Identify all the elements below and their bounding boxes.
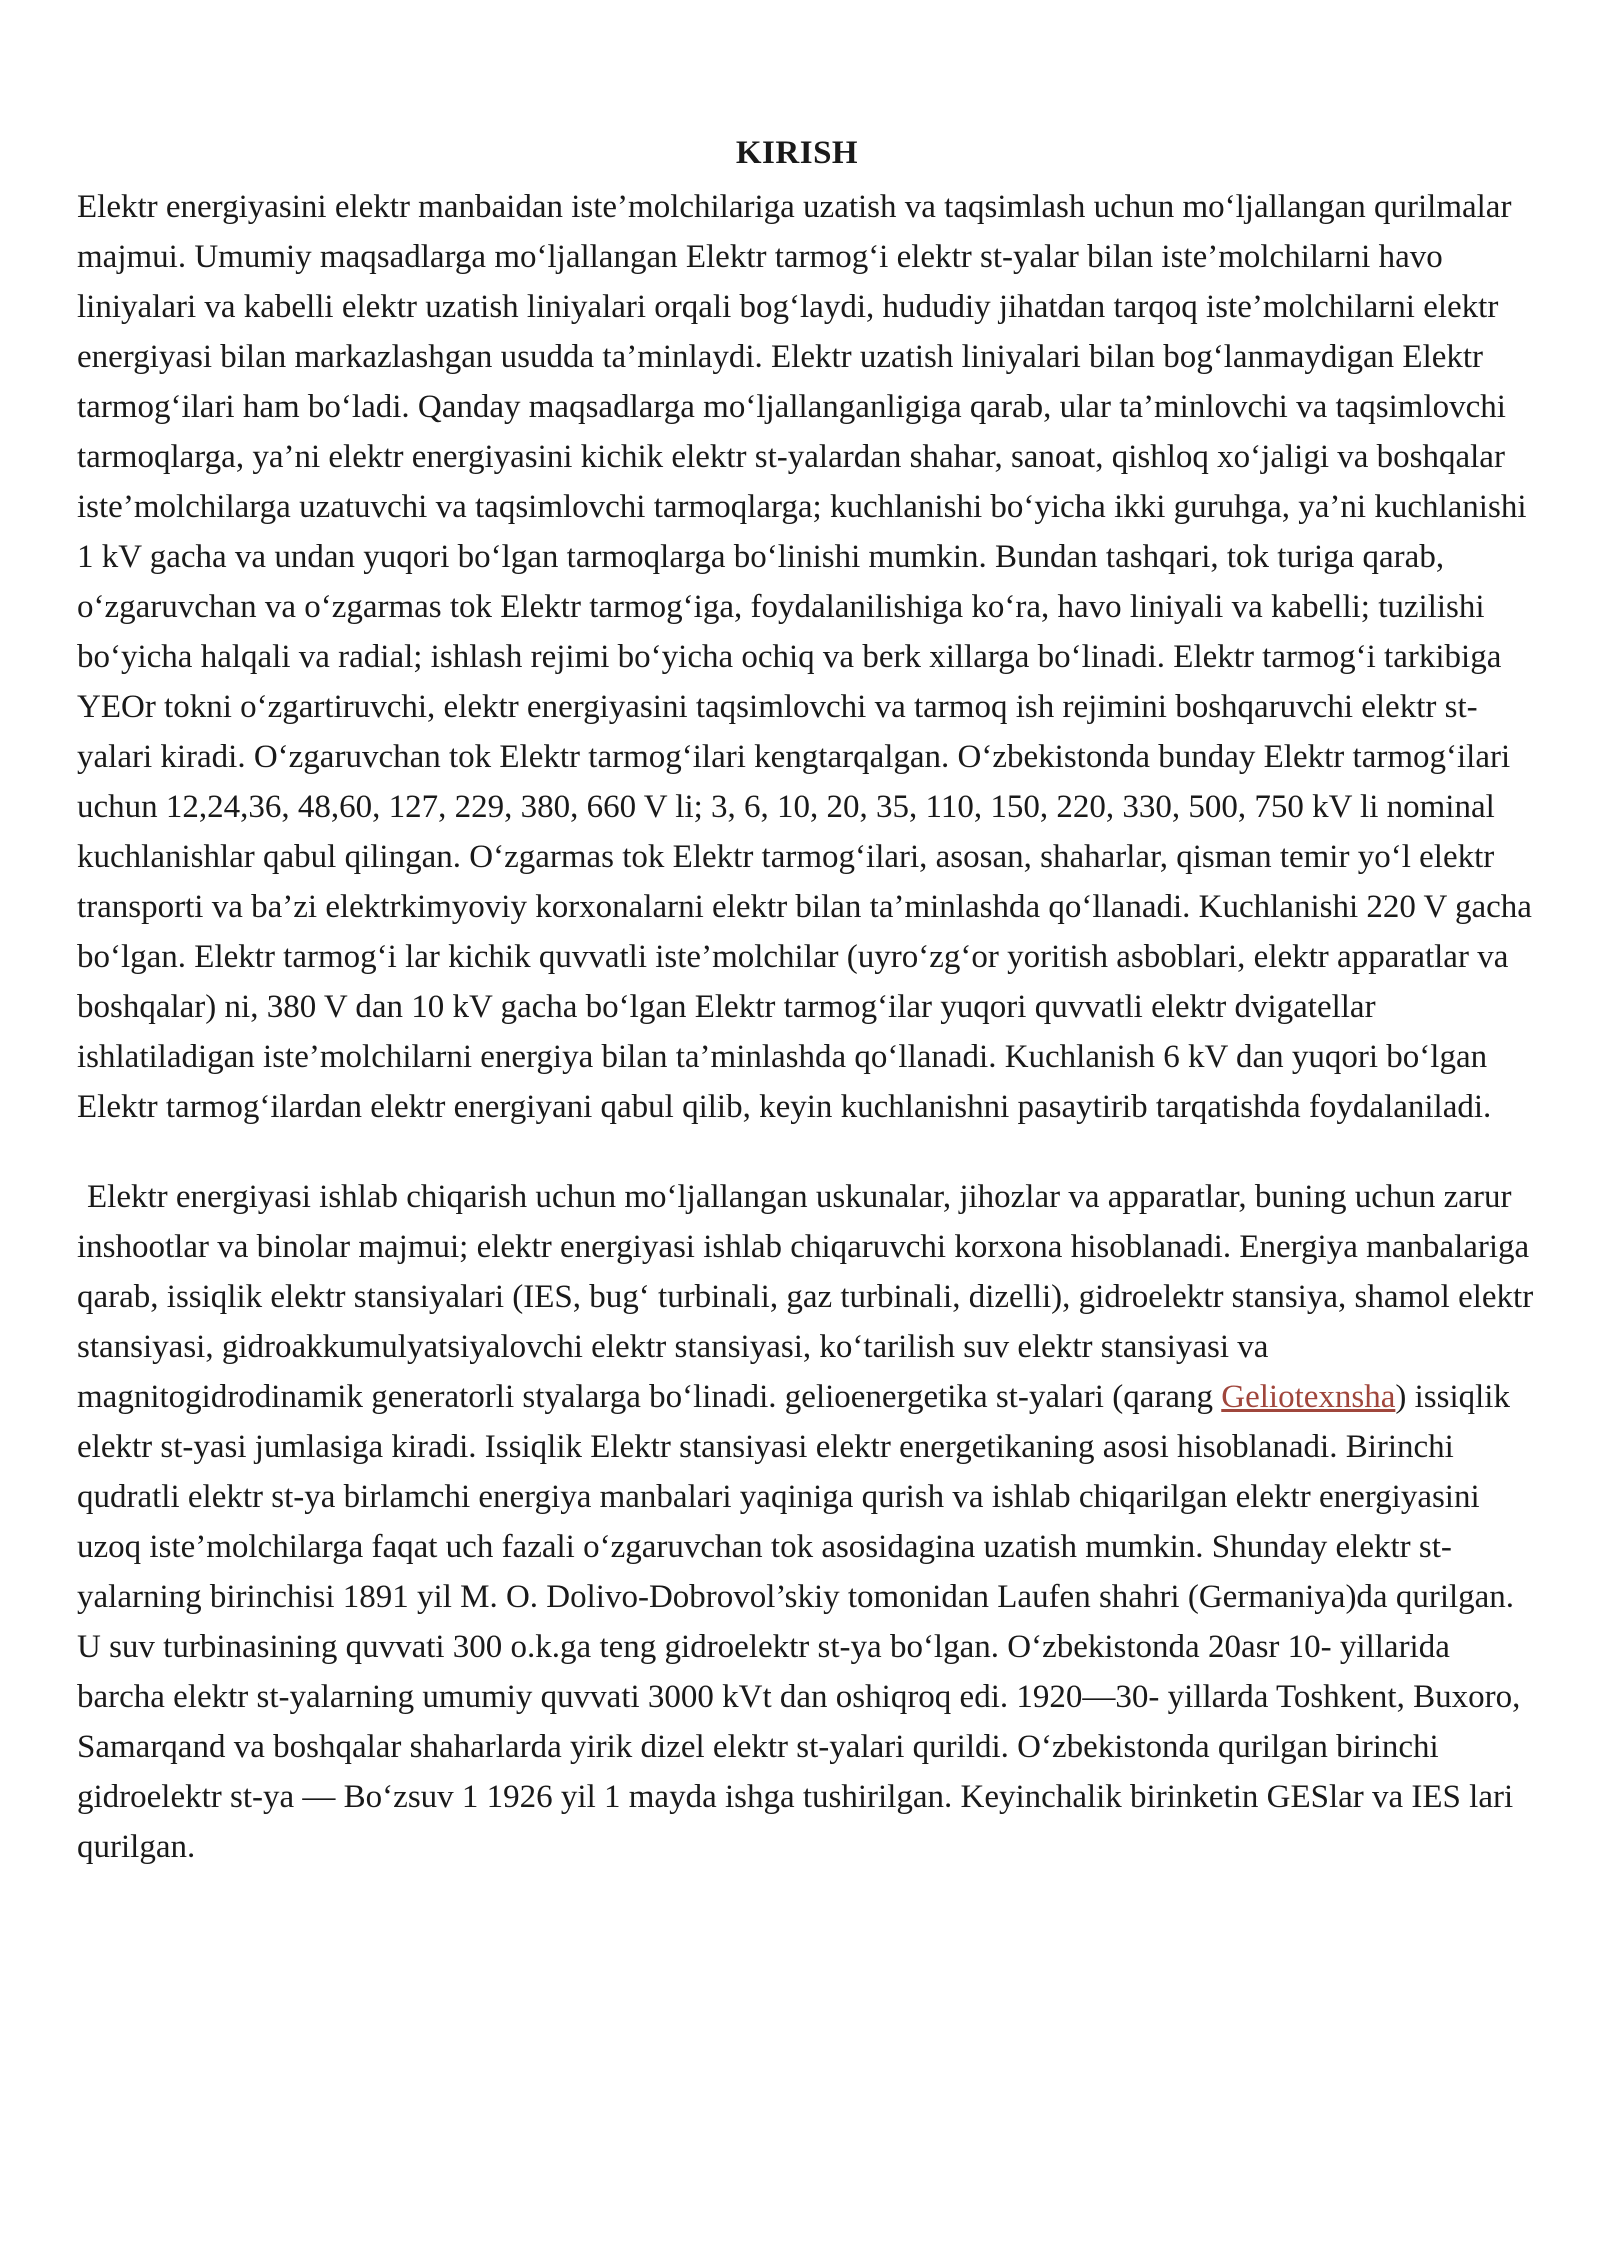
- paragraph-text-before-link: Elektr energiyasi ishlab chiqarish uchun mo‘ljallangan uskunalar, jihozlar va apparatlar, buning uchun zarur inshootlar va binolar majmui; elektr energiyasi ishlab chiqaruvchi korxona hisoblanadi. Energiya manbalariga qarab, issiqlik elektr stansiyalari (IES, bug‘ turbinali, gaz turbinali, dizelli), gidroelektr stansiya, shamol elektr stansiyasi, gidroakkumulyatsiyalovchi elektr stansiyasi, ko‘tarilish suv elektr stansiyasi va magnitogidrodinamik generatorli styalarga bo‘linadi. gelioenergetika st-yalari (qarang: [77, 1179, 1534, 1415]
- page-title: KIRISH: [735, 135, 859, 171]
- paragraph-power-stations: [77, 1172, 1537, 1872]
- paragraph-electric-network: Elektr energiyasini elektr manbaidan iste’molchilariga uzatish va taqsimlash uchun mo‘ljallangan qurilmalar majmui. Umumiy maqsadlarga mo‘ljallangan Elektr tarmog‘i elektr st-yalar bilan iste’molchilarni havo liniyalari va kabelli elektr uzatish liniyalari orqali bog‘laydi, hududiy jihatdan tarqoq iste’molchilarni elektr energiyasi bilan markazlashgan usudda ta’minlaydi. Elektr uzatish liniyalari bilan bog‘lanmaydigan Elektr tarmog‘ilari ham bo‘ladi. Qanday maqsadlarga mo‘ljallanganligiga qarab, ular ta’minlovchi va taqsimlovchi tarmoqlarga, ya’ni elektr energiyasini kichik elektr st-yalardan shahar, sanoat, qishloq xo‘jaligi va boshqalar iste’molchilarga uzatuvchi va taqsimlovchi tarmoqlarga; kuchlanishi bo‘yicha ikki guruhga, ya’ni kuchlanishi 1 kV gacha va undan yuqori bo‘lgan tarmoqlarga bo‘linishi mumkin. Bundan tashqari, tok turiga qarab, o‘zgaruvchan va o‘zgarmas tok Elektr tarmog‘iga, foydalanilishiga ko‘ra, havo liniyali va kabelli; tuzilishi bo‘yicha halqali va radial; ishlash rejimi bo‘yicha ochiq va berk xillarga bo‘linadi. Elektr tarmog‘i tarkibiga YEOr tokni o‘zgartiruvchi, elektr energiyasini taqsimlovchi va tarmoq ish rejimini boshqaruvchi elektr st-yalari kiradi. O‘zgaruvchan tok Elektr tarmog‘ilari kengtarqalgan. O‘zbekistonda bunday Elektr tarmog‘ilari uchun 12,24,36, 48,60, 127, 229, 380, 660 V li; 3, 6, 10, 20, 35, 110, 150, 220, 330, 500, 750 kV li nominal kuchlanishlar qabul qilingan. O‘zgarmas tok Elektr tarmog‘ilari, asosan, shaharlar, qisman temir yo‘l elektr transporti va ba’zi elektrkimyoviy korxonalarni elektr bilan ta’minlashda qo‘llanadi. Kuchlanishi 220 V gacha bo‘lgan. Elektr tarmog‘i lar kichik quvvatli iste’molchilar (uyro‘zg‘or yoritish asboblari, elektr apparatlar va boshqalar) ni, 380 V dan 10 kV gacha bo‘lgan Elektr tarmog‘ilar yuqori quvvatli elektr dvigatellar ishlatiladigan iste’molchilarni energiya bilan ta’minlashda qo‘llanadi. Kuchlanish 6 kV dan yuqori bo‘lgan Elektr tarmog‘ilardan elektr energiyani qabul qilib, keyin kuchlanishni pasaytirib tarqatishda foydalaniladi.: [77, 189, 1532, 1125]
- document-page: [77, 128, 1537, 1872]
- geliotexnika-link[interactable]: Geliotexnsha: [1221, 1379, 1396, 1415]
- paragraph-text-after-link: ) issiqlik elektr st-yasi jumlasiga kiradi. Issiqlik Elektr stansiyasi elektr energetikaning asosi hisoblanadi. Birinchi qudratli elektr st-ya birlamchi energiya manbalari yaqiniga qurish va ishlab chiqarilgan elektr energiyasini uzoq iste’molchilarga faqat uch fazali o‘zgaruvchan tok asosidagina uzatish mumkin. Shunday elektr st-yalarning birinchisi 1891 yil M. O. Dolivo-Dobrovol’skiy tomonidan Laufen shahri (Germaniya)da qurilgan. U suv turbinasining quvvati 300 o.k.ga teng gidroelektr st-ya bo‘lgan. O‘zbekistonda 20asr 10- yillarida barcha elektr st-yalarning umumiy quvvati 3000 kVt dan oshiqroq edi. 1920—30- yillarda Toshkent, Buxoro, Samarqand va boshqalar shaharlarda yirik dizel elektr st-yalari qurildi. O‘zbekistonda qurilgan birinchi gidroelektr st-ya — Bo‘zsuv 1 1926 yil 1 mayda ishga tushirilgan. Keyinchalik birinketin GESlar va IES lari qurilgan.: [77, 1379, 1521, 1865]
